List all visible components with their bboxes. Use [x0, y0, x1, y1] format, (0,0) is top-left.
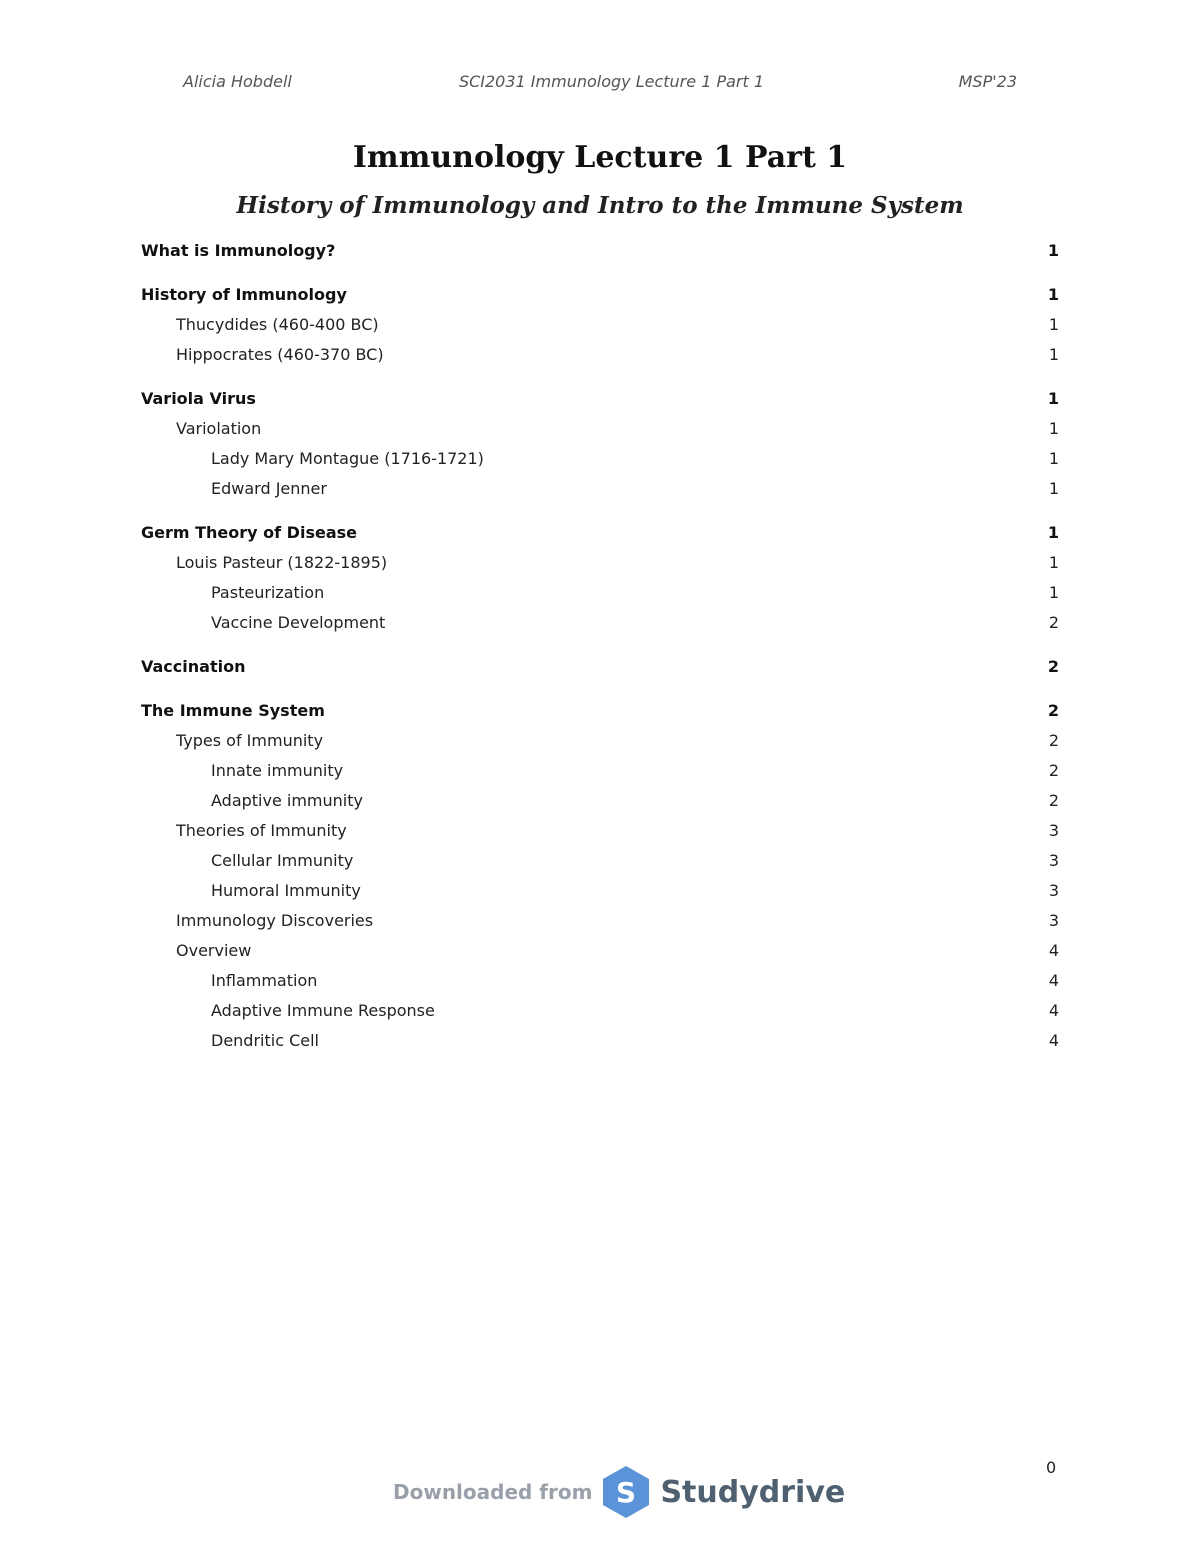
toc-page-number: 2 — [1048, 791, 1059, 810]
toc-label: The Immune System — [141, 701, 325, 720]
toc-page-number: 1 — [1048, 315, 1059, 334]
toc-label: History of Immunology — [141, 285, 347, 304]
page-header — [0, 72, 1200, 96]
toc-label: Types of Immunity — [176, 731, 324, 750]
toc-label: Inflammation — [211, 971, 318, 990]
studydrive-brand: Studydrive — [660, 1474, 846, 1510]
toc-entry-louis-pasteur[interactable] — [141, 548, 1059, 578]
toc-page-number: 1 — [1047, 241, 1059, 260]
toc-label: Cellular Immunity — [211, 851, 354, 870]
downloaded-from-text: Downloaded from — [393, 1480, 593, 1504]
toc-page-number: 1 — [1047, 389, 1059, 408]
toc-entry-immunology-discoveries[interactable] — [141, 906, 1059, 936]
document-title: Immunology Lecture 1 Part 1 — [352, 140, 848, 175]
toc-entry-hippocrates[interactable] — [141, 340, 1059, 370]
toc-page-number: 2 — [1047, 701, 1059, 720]
toc-page-number: 1 — [1048, 449, 1059, 468]
toc-entry-lady-mary-montague[interactable] — [141, 444, 1059, 474]
toc-label: Adaptive immunity — [211, 791, 363, 810]
toc-label: Germ Theory of Disease — [141, 523, 357, 542]
toc-page-number: 1 — [1047, 523, 1059, 542]
toc-label: Vaccine Development — [211, 613, 386, 632]
toc-entry-cellular-immunity[interactable] — [141, 846, 1059, 876]
download-footer[interactable] — [393, 1462, 845, 1522]
toc-entry-adaptive-immunity[interactable] — [141, 786, 1059, 816]
toc-entry-vaccination[interactable] — [141, 652, 1059, 682]
toc-label: Vaccination — [141, 657, 246, 676]
toc-entry-pasteurization[interactable] — [141, 578, 1059, 608]
toc-entry-vaccine-development[interactable] — [141, 608, 1059, 638]
toc-label: Thucydides (460-400 BC) — [176, 315, 379, 334]
toc-entry-overview[interactable] — [141, 936, 1059, 966]
header-course: SCI2031 Immunology Lecture 1 Part 1 — [458, 72, 765, 91]
toc-page-number: 4 — [1048, 1001, 1059, 1020]
toc-page-number: 4 — [1048, 941, 1059, 960]
toc-page-number: 3 — [1048, 851, 1059, 870]
toc-page-number: 1 — [1048, 479, 1059, 498]
toc-label: Louis Pasteur (1822-1895) — [176, 553, 388, 572]
studydrive-logo-icon — [600, 1464, 652, 1520]
table-of-contents — [141, 236, 1059, 1056]
toc-label: Immunology Discoveries — [176, 911, 374, 930]
toc-entry-theories-of-immunity[interactable] — [141, 816, 1059, 846]
toc-page-number: 2 — [1048, 613, 1059, 632]
toc-label: Theories of Immunity — [176, 821, 347, 840]
page-number: 0 — [1046, 1458, 1057, 1477]
header-term: MSP'23 — [958, 72, 1017, 91]
toc-page-number: 3 — [1048, 911, 1059, 930]
toc-page-number: 3 — [1048, 821, 1059, 840]
toc-entry-history-of-immunology[interactable] — [141, 280, 1059, 310]
toc-page-number: 1 — [1048, 583, 1059, 602]
toc-entry-germ-theory[interactable] — [141, 518, 1059, 548]
toc-entry-innate-immunity[interactable] — [141, 756, 1059, 786]
toc-page-number: 1 — [1048, 553, 1059, 572]
toc-entry-edward-jenner[interactable] — [141, 474, 1059, 504]
header-author: Alicia Hobdell — [183, 72, 292, 91]
toc-label: Edward Jenner — [211, 479, 327, 498]
toc-label: Lady Mary Montague (1716-1721) — [211, 449, 484, 468]
toc-page-number: 2 — [1048, 761, 1059, 780]
toc-entry-types-of-immunity[interactable] — [141, 726, 1059, 756]
toc-entry-variolation[interactable] — [141, 414, 1059, 444]
toc-label: Hippocrates (460-370 BC) — [176, 345, 384, 364]
toc-entry-dendritic-cell[interactable] — [141, 1026, 1059, 1056]
toc-label: Pasteurization — [211, 583, 325, 602]
toc-label: Variolation — [176, 419, 262, 438]
toc-label: Humoral Immunity — [211, 881, 361, 900]
toc-entry-adaptive-immune-response[interactable] — [141, 996, 1059, 1026]
logo-letter: S — [616, 1476, 637, 1509]
toc-page-number: 2 — [1047, 657, 1059, 676]
toc-page-number: 1 — [1048, 345, 1059, 364]
toc-page-number: 3 — [1048, 881, 1059, 900]
toc-page-number: 1 — [1048, 419, 1059, 438]
toc-entry-what-is-immunology[interactable] — [141, 236, 1059, 266]
toc-entry-inflammation[interactable] — [141, 966, 1059, 996]
toc-page-number: 2 — [1048, 731, 1059, 750]
toc-label: Dendritic Cell — [211, 1031, 319, 1050]
toc-page-number: 4 — [1048, 971, 1059, 990]
toc-label: Innate immunity — [211, 761, 344, 780]
toc-label: Overview — [176, 941, 252, 960]
toc-entry-thucydides[interactable] — [141, 310, 1059, 340]
toc-label: What is Immunology? — [141, 241, 336, 260]
toc-entry-immune-system[interactable] — [141, 696, 1059, 726]
toc-page-number: 4 — [1048, 1031, 1059, 1050]
toc-entry-humoral-immunity[interactable] — [141, 876, 1059, 906]
toc-label: Variola Virus — [141, 389, 256, 408]
toc-label: Adaptive Immune Response — [211, 1001, 435, 1020]
document-subtitle: History of Immunology and Intro to the Immune System — [236, 192, 964, 219]
toc-page-number: 1 — [1047, 285, 1059, 304]
toc-entry-variola-virus[interactable] — [141, 384, 1059, 414]
